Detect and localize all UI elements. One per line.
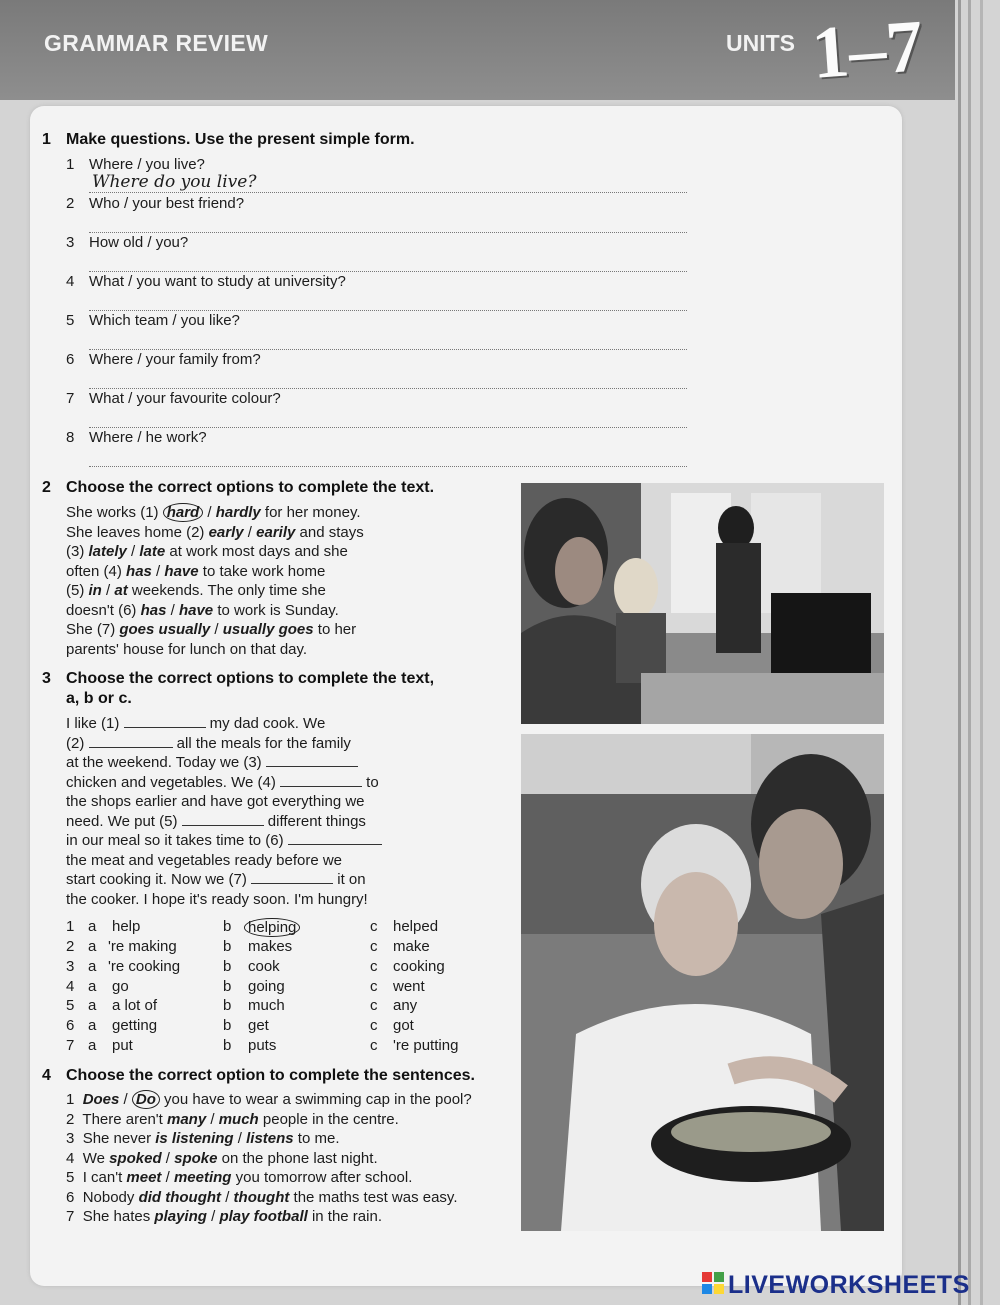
ex4-sentences: 1 Does / Do you have to wear a swimming cap in the pool? 2 There aren't many / much people in the centre. 3 She never is listening / listens to me. 4 We spoked / spoke on the phone last night. 5 I can't meet / meeting you tomorrow after school. 6 Nobody did thought / thought the maths test was easy. 7 She hates playing / play football in the rain. (66, 1091, 472, 1225)
gap-7[interactable] (251, 883, 333, 884)
page-edge (980, 0, 983, 1305)
option-a[interactable]: put (112, 1037, 133, 1054)
selected-option[interactable]: hard (163, 503, 204, 522)
liveworksheets-logo-icon (702, 1272, 724, 1296)
option[interactable]: many (167, 1110, 207, 1128)
answer-line-7[interactable] (89, 426, 687, 428)
ex1-question: 8 Where / he work? (66, 429, 207, 446)
option-c[interactable]: went (393, 978, 425, 995)
option[interactable]: Does (82, 1091, 120, 1108)
ex2-text: She works (1) hard / hardly for her money. She leaves home (2) early / earily and stays (3) lately / late at work most days and she often (4) has / have to take work home (5) in / at weekends. The only time she doesn't (6) has / have to work is Sunday. She (7) goes usually / usually goes to her parents' house for lunch on that day. (66, 504, 364, 658)
ex1-question: 3 How old / you? (66, 234, 189, 251)
option-b[interactable]: much (248, 997, 285, 1014)
option[interactable]: hardly (215, 504, 261, 521)
option-a[interactable]: 're making (108, 938, 177, 955)
option[interactable]: goes usually (119, 621, 211, 638)
ex3-text: I like (1) my dad cook. We (2) all the meals for the family at the weekend. Today we (3) chicken and vegetables. We (4) to the shops earlier and have got everything we need. We put (5) different things in our meal so it takes time to (6) the meat and vegetables ready before we start cooking it. Now we (7) it on the cooker. I hope it's ready soon. I'm hungry! (66, 714, 382, 909)
page-edge (968, 0, 971, 1305)
gap-2[interactable] (89, 747, 173, 748)
option-c[interactable]: any (393, 997, 418, 1014)
ex1-question: 7 What / your favourite colour? (66, 390, 281, 407)
liveworksheets-logo[interactable]: LIVEWORKSHEETS (728, 1271, 970, 1299)
option[interactable]: early (208, 523, 244, 541)
ex2-title: 2 Choose the correct options to complete the text. (42, 479, 435, 496)
answer-line-3[interactable] (89, 270, 687, 272)
option[interactable]: meeting (173, 1169, 232, 1186)
option[interactable]: lately (88, 543, 127, 560)
answer-line-6[interactable] (89, 387, 687, 389)
option-b[interactable]: get (248, 1017, 269, 1034)
option-a[interactable]: go (112, 978, 129, 995)
office-photo (521, 483, 884, 724)
option[interactable]: spoked (109, 1149, 162, 1167)
option[interactable]: meet (126, 1169, 162, 1186)
ex4-title: 4 Choose the correct option to complete the sentences. (42, 1067, 475, 1084)
option[interactable]: in (88, 582, 102, 599)
option-a[interactable]: getting (112, 1017, 158, 1034)
gap-4[interactable] (280, 786, 362, 787)
ex1-question: 4 What / you want to study at university? (66, 273, 346, 290)
option-c[interactable]: 're putting (393, 1037, 459, 1054)
option[interactable]: did thought (138, 1188, 222, 1206)
ex1-question: 2 Who / your best friend? (66, 195, 245, 212)
units-range: 1–7 (809, 5, 926, 95)
option-b[interactable]: cook (248, 958, 280, 975)
option[interactable]: playing (154, 1208, 207, 1225)
option-a[interactable]: a lot of (112, 997, 158, 1014)
cooking-photo (521, 734, 884, 1231)
option[interactable]: has (140, 601, 167, 619)
option[interactable]: usually goes (222, 621, 314, 638)
gap-5[interactable] (182, 825, 264, 826)
gap-3[interactable] (266, 766, 358, 767)
ex3-title: 3 Choose the correct options to complete the text, a, b or c. (42, 670, 435, 707)
gap-1[interactable] (124, 727, 206, 728)
answer-line-2[interactable] (89, 231, 687, 233)
option[interactable]: late (139, 543, 166, 560)
option[interactable]: have (178, 601, 214, 619)
ex1-question: 6 Where / your family from? (66, 351, 261, 368)
answer-line-8[interactable] (89, 465, 687, 467)
answer-line-5[interactable] (89, 348, 687, 350)
option[interactable]: play football (219, 1208, 308, 1225)
option[interactable]: listens (246, 1130, 294, 1147)
option-c[interactable]: cooking (393, 958, 445, 975)
option[interactable]: much (218, 1110, 259, 1128)
page-edge (958, 0, 961, 1305)
header-band (0, 0, 955, 100)
option-b[interactable]: going (248, 978, 285, 995)
option-a[interactable]: 're cooking (108, 958, 181, 975)
option-c[interactable]: make (393, 938, 430, 955)
selected-option[interactable]: Do (132, 1090, 160, 1109)
option-c[interactable]: got (393, 1017, 414, 1034)
option-b[interactable]: makes (248, 938, 293, 955)
selected-option[interactable]: helping (244, 918, 300, 937)
option-b[interactable]: puts (248, 1037, 277, 1054)
option[interactable]: is listening (155, 1130, 234, 1147)
option[interactable]: at (114, 582, 128, 599)
units-label: UNITS (726, 30, 795, 56)
option[interactable]: earily (256, 523, 296, 541)
option[interactable]: spoke (174, 1149, 218, 1167)
ex1-title: 1 Make questions. Use the present simple form. (42, 131, 415, 148)
option[interactable]: has (126, 562, 152, 580)
gap-6[interactable] (288, 844, 382, 845)
ex1-example-answer: Where do you live? (92, 172, 257, 192)
ex1-question: 5 Which team / you like? (66, 312, 240, 329)
option-c[interactable]: helped (393, 918, 439, 935)
answer-line-1[interactable] (89, 191, 687, 193)
option[interactable]: thought (233, 1188, 290, 1206)
ex1-question: 1 Where / you live? (66, 156, 205, 173)
answer-line-4[interactable] (89, 309, 687, 311)
option-a[interactable]: help (112, 918, 141, 935)
option[interactable]: have (164, 562, 199, 580)
grammar-review-title: GRAMMAR REVIEW (44, 30, 268, 56)
